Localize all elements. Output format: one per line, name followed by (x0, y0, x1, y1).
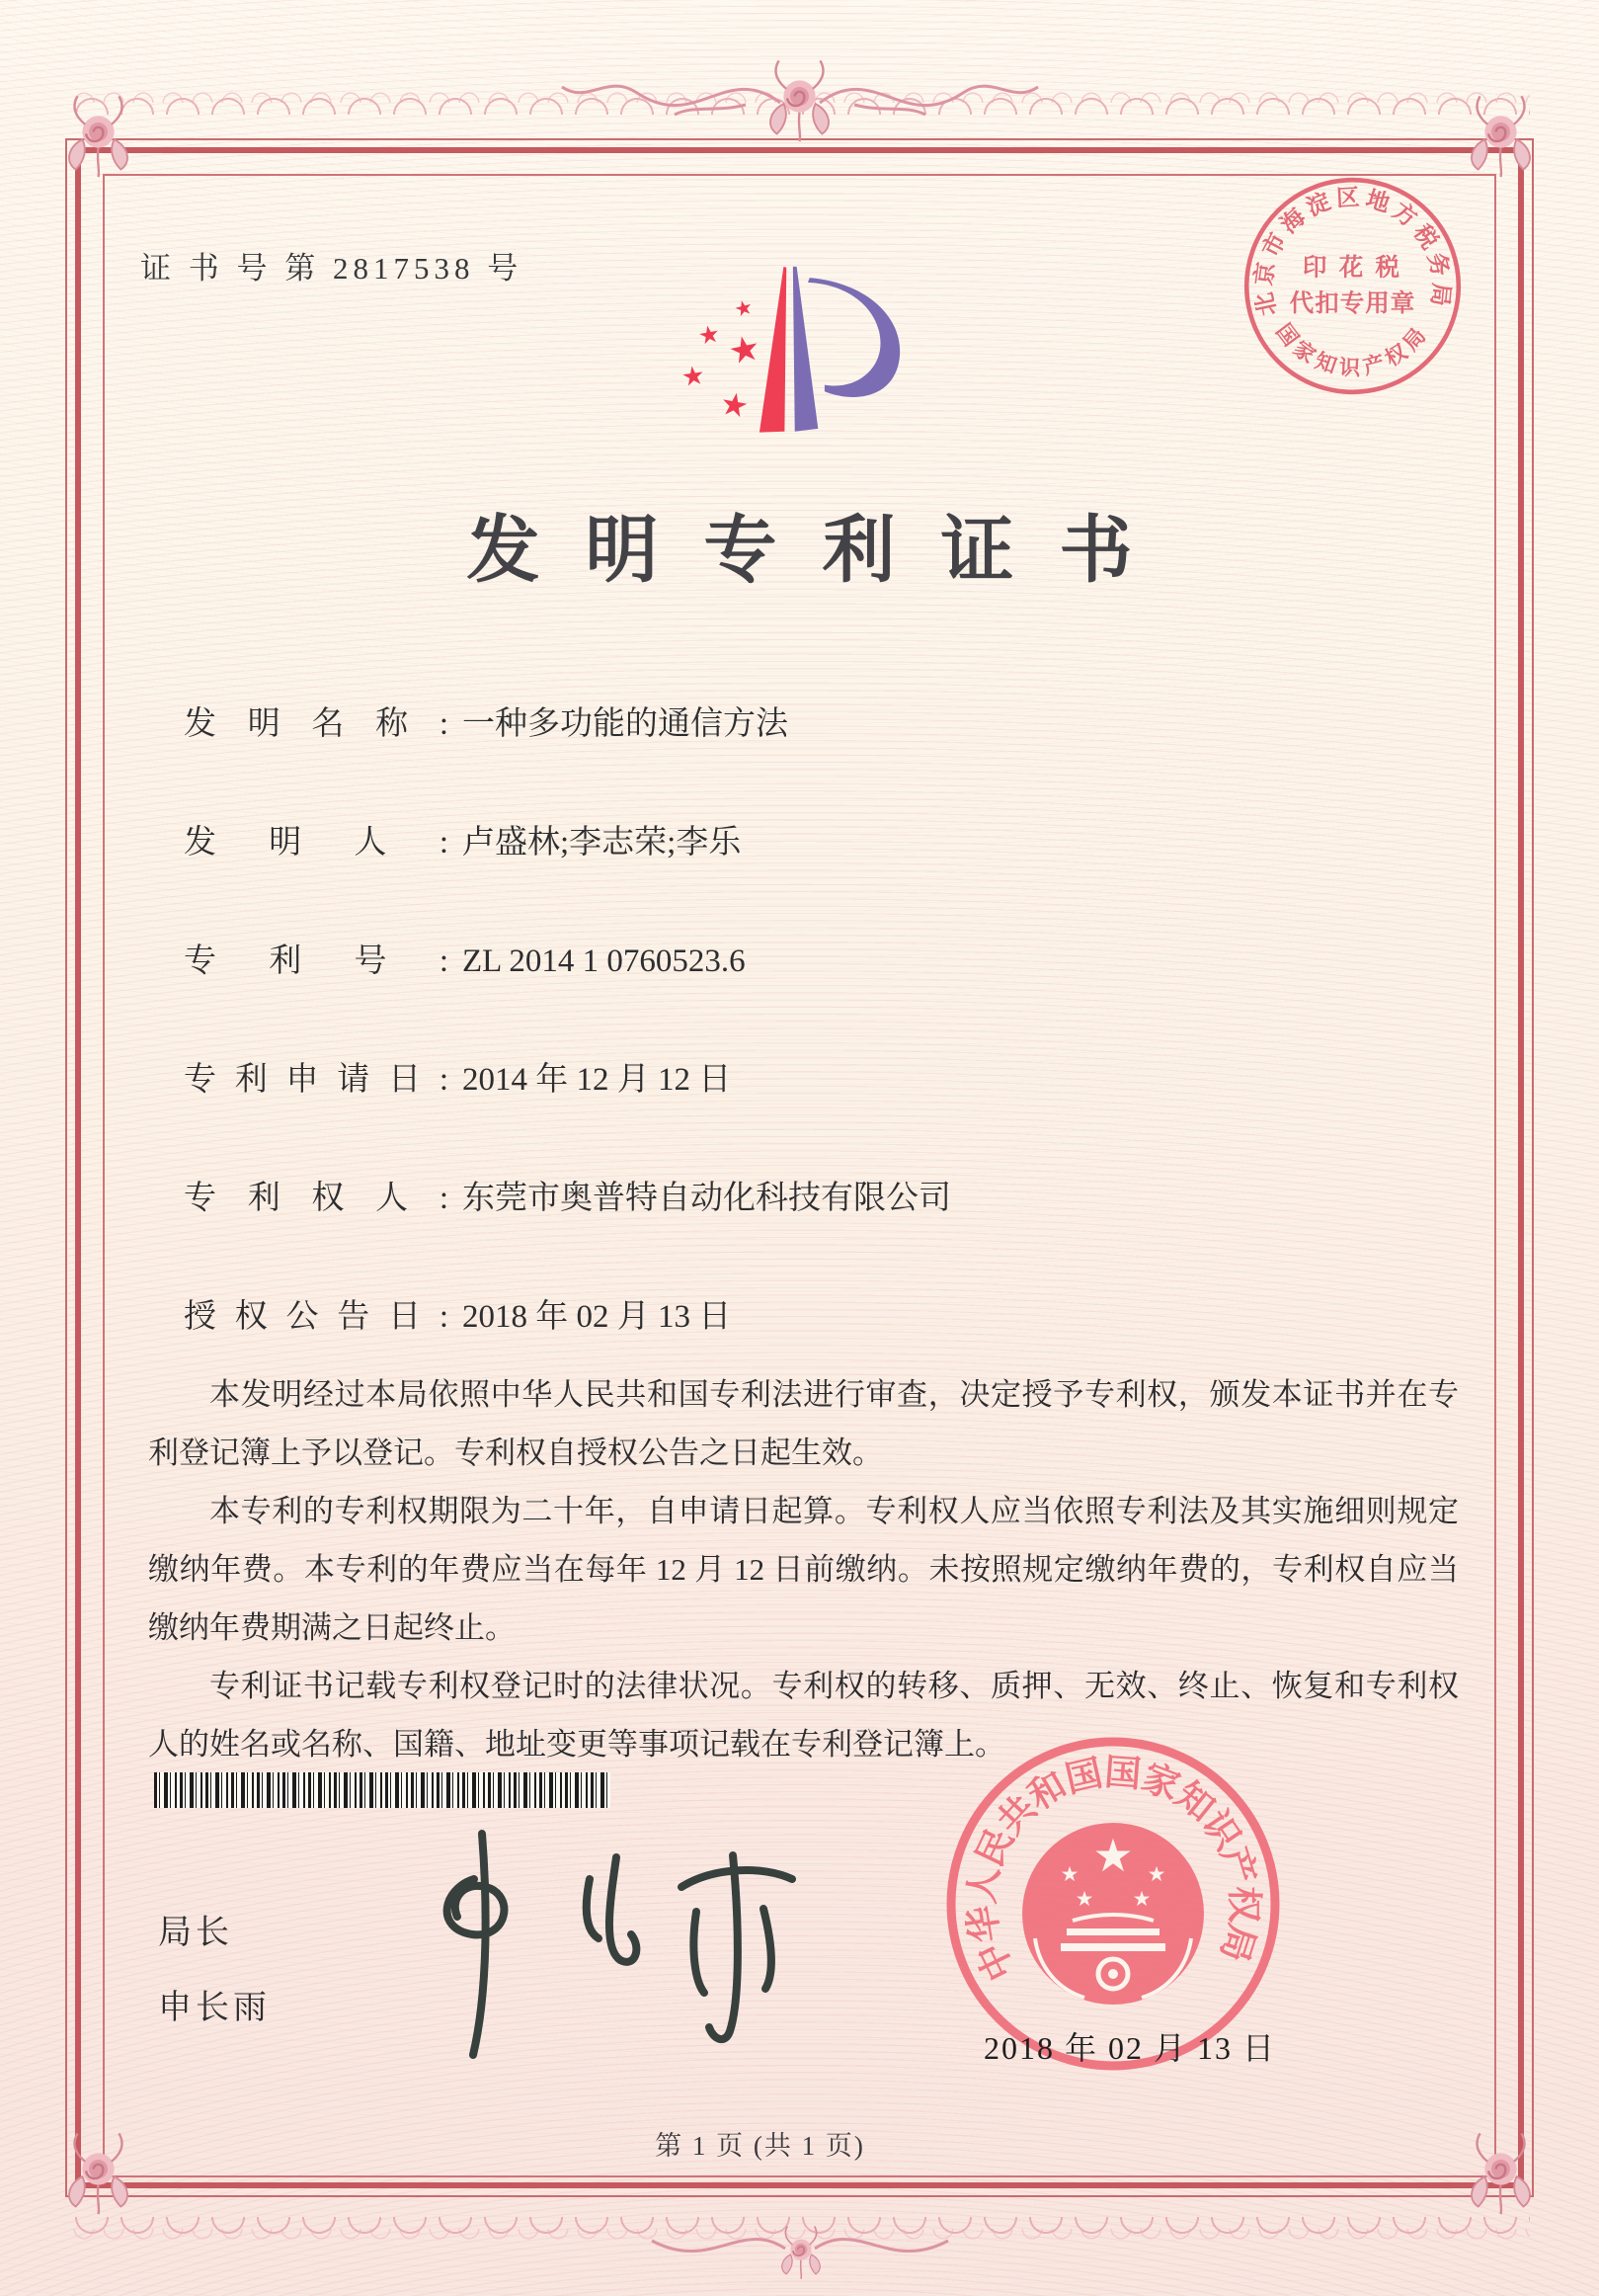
seal-date: 2018 年 02 月 13 日 (984, 2030, 1277, 2066)
field-label: 发明人: (184, 825, 448, 861)
seal-ring-text: 中华人民共和国国家知识产权局 (961, 1753, 1264, 1987)
field-filing-date (184, 1053, 731, 1100)
tax-stamp-seal (1237, 170, 1469, 402)
barcode (154, 1772, 610, 1808)
stamp-arc-bottom-text: 国家知识产权局 (1271, 319, 1431, 380)
national-emblem-icon (1022, 1823, 1204, 2005)
field-label: 发明名称: (184, 706, 448, 742)
field-label: 授权公告日: (184, 1299, 448, 1335)
stamp-arc-top-text: 北京市海淀区地方税务局 (1251, 185, 1454, 318)
svg-text:★: ★ (1132, 1887, 1152, 1911)
cnipa-logo (644, 237, 970, 454)
certificate-number: 证 书 号 第 2817538 号 (140, 251, 523, 286)
field-value: 2018 年 02 月 13 日 (462, 1299, 732, 1335)
page-footer: 第 1 页 (共 1 页) (655, 2131, 865, 2161)
stamp-center-line2: 代扣专用章 (1289, 290, 1416, 318)
legal-paragraph-3: 专利证书记载专利权登记时的法律状况。专利权的转移、质押、无效、终止、恢复和专利权人的姓名或名称、国籍、地址变更等事项记载在专利登记簿上。 (148, 1669, 1459, 1762)
lace-border-bottom (69, 2217, 1530, 2268)
legal-paragraph-1: 本发明经过本局依照中华人民共和国专利法进行审查，决定授予专利权，颁发本证书并在专利登记簿上予以登记。专利权自授权公告之日起生效。 (148, 1377, 1459, 1470)
field-value: 卢盛林;李志荣;李乐 (462, 825, 742, 861)
field-label: 专利权人: (184, 1181, 448, 1216)
stamp-center-line1: 印 花 税 (1302, 254, 1403, 282)
field-grant-date (184, 1290, 731, 1337)
logo-stars-icon (680, 296, 763, 425)
svg-text:★: ★ (717, 384, 753, 425)
field-value: 东莞市奥普特自动化科技有限公司 (462, 1181, 951, 1216)
field-inventors (184, 816, 741, 862)
logo-purple-crescent-icon (808, 278, 900, 397)
field-label: 专利号: (184, 943, 448, 979)
svg-text:★: ★ (1075, 1887, 1094, 1911)
logo-purple-wedge-icon (793, 267, 818, 432)
field-invention-name (184, 697, 788, 744)
field-patentee (184, 1172, 951, 1218)
svg-text:国家知识产权局 (1271, 319, 1430, 379)
signer-title: 局长 (158, 1915, 233, 1951)
field-value: ZL 2014 1 0760523.6 (462, 943, 746, 979)
field-value: 2014 年 12 月 12 日 (462, 1062, 732, 1098)
certificate-title: 发明专利证书 (466, 511, 1178, 592)
director-signature-icon (356, 1818, 849, 2065)
legal-paragraph-2: 本专利的专利权期限为二十年，自申请日起算。专利权人应当依照专利法及其实施细则规定缴纳年费。本专利的年费应当在每年 12 月 12 日前缴纳。未按照规定缴纳年费的，专利权自应当缴纳年费期满之日起终止。 (148, 1494, 1459, 1645)
logo-red-wedge-icon (760, 267, 786, 433)
svg-text:★: ★ (1060, 1862, 1079, 1886)
field-patent-number (184, 935, 746, 981)
lace-border-top (69, 63, 1530, 115)
svg-text:★: ★ (1092, 1831, 1134, 1881)
svg-text:★: ★ (680, 360, 707, 393)
svg-text:★: ★ (724, 327, 764, 372)
svg-text:★: ★ (1147, 1862, 1166, 1886)
svg-text:★: ★ (732, 295, 756, 322)
legal-text-block (148, 1365, 1459, 1773)
field-value: 一种多功能的通信方法 (462, 706, 788, 742)
field-label: 专利申请日: (184, 1062, 448, 1098)
signer-name: 申长雨 (158, 1990, 271, 2026)
svg-text:★: ★ (695, 320, 723, 351)
